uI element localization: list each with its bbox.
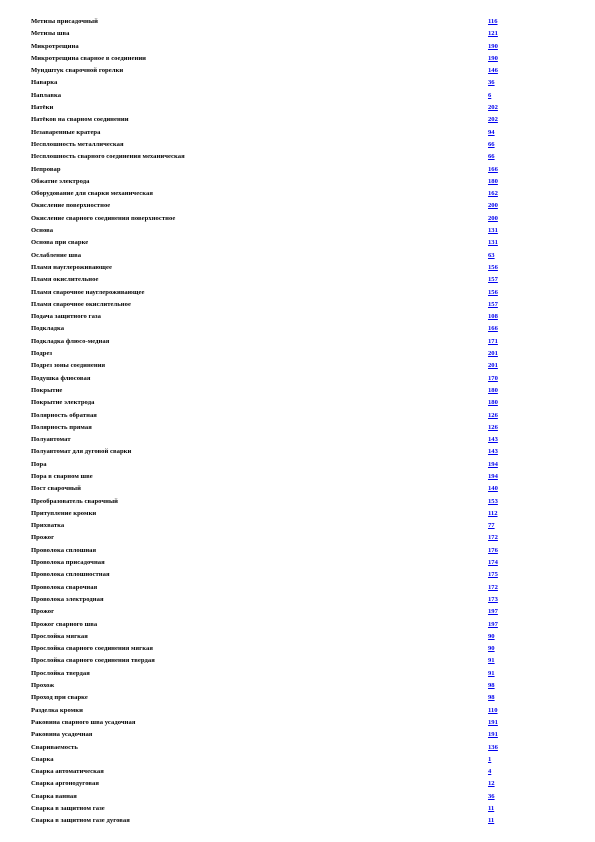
index-entry — [31, 532, 511, 544]
index-term: Оборудование для сварки механическая — [31, 190, 153, 198]
index-entry — [31, 250, 511, 262]
page-number-link[interactable]: 170 — [488, 374, 498, 382]
index-term: Основа — [31, 227, 54, 235]
page-number-link[interactable]: 66 — [488, 140, 495, 148]
index-entry — [31, 459, 511, 471]
index-entry — [31, 176, 511, 188]
page-number-link[interactable]: 166 — [488, 165, 498, 173]
index-entry — [31, 225, 511, 237]
index-term: Полуавтомат для дуговой сварки — [31, 448, 132, 456]
index-term: Непровар — [31, 165, 61, 173]
index-term: Разделка кромки — [31, 706, 83, 714]
index-term: Ослабление шва — [31, 251, 82, 259]
page-number-link[interactable]: 140 — [488, 485, 498, 493]
page-number-link[interactable]: 180 — [488, 386, 498, 394]
page-number-link[interactable]: 11 — [488, 805, 495, 812]
page-number-link[interactable]: 11 — [488, 817, 495, 825]
index-entry — [31, 643, 511, 655]
index-entry — [31, 164, 511, 176]
index-entry — [31, 397, 511, 409]
index-term: Пост сварочный — [31, 485, 81, 493]
index-term: Прожог — [31, 534, 55, 542]
index-term: Свариваемость — [31, 743, 78, 751]
index-entry — [31, 360, 511, 372]
page-number-link[interactable]: 173 — [488, 595, 498, 603]
index-entry — [31, 90, 511, 102]
index-entry — [31, 606, 511, 618]
page-number-link[interactable]: 6 — [488, 91, 492, 99]
index-entry — [31, 434, 511, 446]
index-entry — [31, 631, 511, 643]
index-entry — [31, 742, 511, 754]
page-number-link[interactable]: 194 — [488, 472, 498, 480]
index-entry — [31, 188, 511, 200]
page-number-link[interactable]: 200 — [488, 214, 498, 222]
page-number-link[interactable]: 126 — [488, 423, 498, 431]
index-entry — [31, 483, 511, 495]
page-number-link[interactable]: 201 — [488, 350, 498, 358]
index-entry — [31, 348, 511, 360]
index-term: Подрез — [31, 350, 53, 358]
page-number-link[interactable]: 172 — [488, 534, 498, 542]
page-number-link[interactable]: 157 — [488, 300, 498, 308]
page-number-link[interactable]: 191 — [488, 718, 498, 726]
page-number-link[interactable]: 180 — [488, 399, 498, 407]
index-entry — [31, 274, 511, 286]
index-term: Сварка автоматическая — [31, 768, 104, 776]
index-entry — [31, 619, 511, 631]
index-term: Покрытие — [31, 386, 63, 394]
index-term: Сварка ванная — [31, 792, 77, 800]
index-term: Пора в сварном шве — [31, 472, 93, 480]
index-entry — [31, 151, 511, 163]
index-entry — [31, 127, 511, 139]
index-term: Пора — [31, 460, 47, 468]
page-number-link[interactable]: 91 — [488, 669, 495, 677]
page-number-link[interactable]: 98 — [488, 694, 495, 702]
index-entry — [31, 508, 511, 520]
index-entry — [31, 336, 511, 348]
index-entry — [31, 237, 511, 249]
page-number-link[interactable]: 175 — [488, 571, 498, 579]
index-entry — [31, 754, 511, 766]
index-term: Подкладка — [31, 325, 65, 333]
index-entry — [31, 778, 511, 790]
index-term: Преобразователь сварочный — [31, 497, 119, 505]
index-term: Подкладка флюсо-медная — [31, 337, 110, 345]
page-number-link[interactable]: 172 — [488, 583, 498, 591]
page-number-link[interactable]: 156 — [488, 263, 498, 271]
page-number-link[interactable]: 197 — [488, 608, 498, 616]
page-number-link[interactable]: 200 — [488, 202, 498, 210]
index-term: Сварка в защитном газе — [31, 805, 105, 812]
index-term: Прихватка — [31, 522, 65, 530]
page-number-link[interactable]: 63 — [488, 251, 495, 259]
page-number-link[interactable]: 108 — [488, 313, 498, 321]
index-term: Проволока присадочная — [31, 559, 105, 567]
index-term: Наплавка — [31, 91, 62, 99]
index-term: Притупление кромки — [31, 509, 97, 517]
page-number-link[interactable]: 171 — [488, 337, 498, 345]
page-number-link[interactable]: 156 — [488, 288, 498, 296]
page-number-link[interactable]: 91 — [488, 657, 495, 665]
page-number-link[interactable]: 136 — [488, 743, 498, 751]
index-list — [31, 16, 511, 828]
index-term: Сварка — [31, 755, 54, 763]
page-number-link[interactable]: 90 — [488, 645, 495, 653]
index-entry — [31, 680, 511, 692]
index-term: Метизы шва — [31, 30, 70, 38]
page-number-link[interactable]: 190 — [488, 54, 498, 62]
index-entry — [31, 803, 511, 815]
index-term: Прослойка сварного соединения мягкая — [31, 645, 153, 653]
index-term: Наварка — [31, 79, 58, 87]
index-entry — [31, 287, 511, 299]
index-entry — [31, 41, 511, 53]
index-term: Основа при сварке — [31, 239, 89, 247]
index-term: Прослойка сварного соединения твердая — [31, 657, 155, 665]
page-number-link[interactable]: 1 — [488, 755, 492, 763]
page-number-link[interactable]: 174 — [488, 559, 498, 567]
index-entry — [31, 717, 511, 729]
index-entry — [31, 520, 511, 532]
page-number-link[interactable]: 162 — [488, 190, 498, 198]
page-number-link[interactable]: 143 — [488, 436, 498, 444]
page-number-link[interactable]: 153 — [488, 497, 498, 505]
index-term: Проволока сплошностная — [31, 571, 110, 579]
page-number-link[interactable]: 190 — [488, 42, 498, 50]
index-entry — [31, 815, 511, 827]
index-entry — [31, 655, 511, 667]
index-term: Прожог сварного шва — [31, 620, 98, 628]
index-term: Обжатие электрода — [31, 177, 90, 185]
index-term: Покрытие электрода — [31, 399, 95, 407]
page-number-link[interactable]: 146 — [488, 67, 498, 75]
index-entry — [31, 114, 511, 126]
index-term: Окисление сварного соединения поверхностное — [31, 214, 176, 222]
page-number-link[interactable]: 4 — [488, 768, 492, 776]
page-number-link[interactable]: 90 — [488, 632, 495, 640]
index-term: Пламя сварочное окислительное — [31, 300, 131, 308]
index-entry — [31, 102, 511, 114]
page-number-link[interactable]: 143 — [488, 448, 498, 456]
page-number-link[interactable]: 12 — [488, 780, 495, 788]
index-term: Несплошность металлическая — [31, 140, 124, 148]
page-number-link[interactable]: 94 — [488, 128, 495, 136]
index-term: Проволока сплошная — [31, 546, 97, 554]
index-term: Подрез зоны соединения — [31, 362, 106, 370]
index-entry — [31, 139, 511, 151]
index-entry — [31, 569, 511, 581]
page-number-link[interactable]: 202 — [488, 104, 498, 112]
index-entry — [31, 422, 511, 434]
page-number-link[interactable]: 157 — [488, 276, 498, 284]
index-entry — [31, 213, 511, 225]
index-term: Натёки — [31, 104, 54, 112]
index-entry — [31, 373, 511, 385]
index-term: Прослойка мягкая — [31, 632, 88, 640]
index-term: Прохож — [31, 682, 55, 690]
index-entry — [31, 16, 511, 28]
page-number-link[interactable]: 36 — [488, 792, 495, 800]
index-entry — [31, 200, 511, 212]
index-term: Незаваренные кратера — [31, 128, 101, 136]
index-term: Пламя науглероживающее — [31, 263, 112, 271]
page-number-link[interactable]: 66 — [488, 153, 495, 161]
page-number-link[interactable]: 191 — [488, 731, 498, 739]
index-term: Пламя сварочное науглероживающее — [31, 288, 145, 296]
index-term: Проход при сварке — [31, 694, 88, 702]
index-entry — [31, 446, 511, 458]
index-entry — [31, 262, 511, 274]
index-entry — [31, 496, 511, 508]
page-number-link[interactable]: 194 — [488, 460, 498, 468]
index-term: Метизы присадочный — [31, 18, 98, 25]
index-term: Раковина усадочная — [31, 731, 93, 739]
index-term: Полярность обратная — [31, 411, 97, 419]
index-entry — [31, 766, 511, 778]
index-entry — [31, 594, 511, 606]
index-term: Полярность прямая — [31, 423, 92, 431]
index-term: Сварка аргонодуговая — [31, 780, 99, 788]
index-term: Подача защитного газа — [31, 313, 101, 321]
page-number-link[interactable]: 112 — [488, 509, 498, 517]
page-number-link[interactable]: 202 — [488, 116, 498, 124]
page-number-link[interactable]: 197 — [488, 620, 498, 628]
index-entry — [31, 65, 511, 77]
index-entry — [31, 323, 511, 335]
index-entry — [31, 668, 511, 680]
index-entry — [31, 705, 511, 717]
index-term: Прожог — [31, 608, 55, 616]
index-term: Полуавтомат — [31, 436, 71, 444]
index-term: Проволока электродная — [31, 595, 104, 603]
index-entry — [31, 557, 511, 569]
index-entry — [31, 582, 511, 594]
index-term: Подушка флюсовая — [31, 374, 91, 382]
index-term: Проволока сварочная — [31, 583, 98, 591]
index-entry — [31, 791, 511, 803]
index-term: Окисление поверхностное — [31, 202, 111, 210]
index-entry — [31, 729, 511, 741]
index-entry — [31, 471, 511, 483]
page-number-link[interactable]: 176 — [488, 546, 498, 554]
index-term: Раковина сварного шва усадочная — [31, 718, 136, 726]
index-term: Несплошность сварного соединения механическая — [31, 153, 185, 161]
index-entry — [31, 545, 511, 557]
page-number-link[interactable]: 131 — [488, 227, 498, 235]
index-term: Мундштук сварочной горелки — [31, 67, 124, 75]
page-number-link[interactable]: 98 — [488, 682, 495, 690]
index-term: Натёков на сварном соединении — [31, 116, 129, 124]
index-term: Пламя окислительное — [31, 276, 99, 284]
page-number-link[interactable]: 131 — [488, 239, 498, 247]
page-number-link[interactable]: 121 — [488, 30, 498, 38]
page-number-link[interactable]: 116 — [488, 18, 498, 25]
index-entry — [31, 692, 511, 704]
page-number-link[interactable]: 126 — [488, 411, 498, 419]
page-number-link[interactable]: 166 — [488, 325, 498, 333]
index-entry — [31, 385, 511, 397]
index-entry — [31, 53, 511, 65]
page-number-link[interactable]: 110 — [488, 706, 498, 714]
page-number-link[interactable]: 77 — [488, 522, 495, 530]
index-entry — [31, 410, 511, 422]
index-term: Сварка в защитном газе дуговая — [31, 817, 130, 825]
index-entry — [31, 77, 511, 89]
index-entry — [31, 299, 511, 311]
index-term: Прослойка твердая — [31, 669, 90, 677]
index-term: Микротрещина — [31, 42, 79, 50]
index-entry — [31, 311, 511, 323]
index-entry — [31, 28, 511, 40]
page-number-link[interactable]: 201 — [488, 362, 498, 370]
page-number-link[interactable]: 180 — [488, 177, 498, 185]
page-number-link[interactable]: 36 — [488, 79, 495, 87]
index-term: Микротрещина сварное в соединении — [31, 54, 147, 62]
